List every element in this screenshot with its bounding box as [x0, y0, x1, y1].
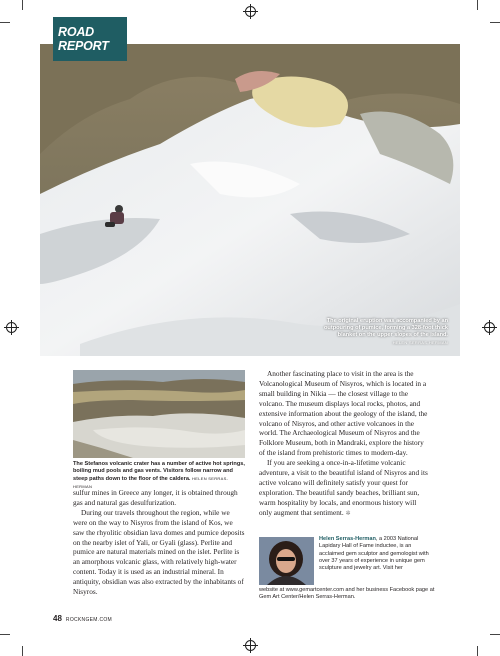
crop-mark [22, 0, 23, 10]
left-column [73, 488, 245, 597]
left-paragraph-1: sulfur mines in Greece any longer, it is obtained through gas and natural gas desulfurization. [73, 488, 238, 507]
section-banner [53, 17, 127, 61]
crop-mark [477, 0, 478, 10]
author-bio [319, 536, 437, 572]
inset-photo [73, 370, 245, 458]
hero-caption-text: The original eruption was accompanied by an outpouring of pumice, forming a 328-foot thick blanket on the upper slopes of the island. [324, 318, 448, 338]
hero-photo [40, 44, 460, 356]
magazine-website: ROCKNGEM.COM [65, 617, 113, 623]
right-paragraph-1: Another fascinating place to visit in the area is the Volcanological Museum of Nisyros, which is located in a small building in Nikia — the closest village to the volcano. The museum displays local rocks, photos, and extensive information about the geology of the island, the volcano of Nisyros, and other active volcanoes in the world. The Archaeological Museum of Nisyros and the Folklore Museum, both in Mandraki, explore the history of the island from prehistoric times to modern-day. [259, 369, 428, 458]
registration-mark-right [484, 322, 495, 333]
crop-mark [490, 634, 500, 635]
crop-mark [22, 646, 23, 656]
author-name: Helen Serras-Herman [319, 536, 376, 542]
pumice-slope-illustration [40, 44, 460, 356]
inset-caption-text: The Stefanos volcanic crater has a number of active hot springs, boiling mud pools and gas vents. Visitors follow narrow and steep paths down to the floor of the caldera. [73, 461, 245, 482]
page-footer [53, 614, 112, 623]
author-bio-text-continued: website at www.gemartcenter.com and her business Facebook page at Gem Art Center/Helen Serras-Herman. [259, 587, 435, 601]
author-photo [259, 537, 314, 585]
end-mark-icon: ✲ [345, 509, 351, 517]
author-bio-continued [259, 587, 437, 602]
author-portrait [259, 537, 314, 585]
registration-mark-top [245, 6, 256, 17]
author-bio-text: , a 2003 National Lapidary Hall of Fame inductee, is an acclaimed gem sculptor and gemologist with over 37 years of experience in unique gem sculpture and jewelry art. Visit her [319, 536, 429, 572]
crop-mark [0, 634, 10, 635]
page-number: 48 [53, 614, 62, 623]
hero-caption [320, 318, 448, 346]
right-column [259, 369, 431, 519]
inset-caption [73, 461, 245, 491]
section-title: ROAD REPORT [58, 25, 109, 53]
crop-mark [477, 646, 478, 656]
inset-photo-credit: HELEN SERRAS-HERMAN [73, 476, 229, 489]
registration-mark-bottom [245, 640, 256, 651]
crater-illustration [73, 370, 245, 458]
crop-mark [0, 22, 10, 23]
right-paragraph-2: If you are seeking a once-in-a-lifetime volcanic adventure, a visit to the beautiful island of Nisyros and its active volcano will definitely satisfy your quest for exploration. The beautiful sandy beaches, brilliant sun, warm hospitality by locals, and enormous history will only augment that sentiment. [259, 458, 428, 517]
hero-photo-credit: HELEN SERRAS-HERMAN [392, 340, 448, 345]
crop-mark [490, 22, 500, 23]
registration-mark-left [6, 322, 17, 333]
left-paragraph-2: During our travels throughout the region, while we were on the way to Nisyros from the island of Kos, we saw the rhyolitic obsidian lava domes and pumice deposits on the nearby islet of Yali, or Gyali (glass). Perlite and pumice are natural materials mined on the islet. Perlite is an amorphous volcanic glass, with relatively high-water content. Today it is used as an industrial mineral. In antiquity, obsidian was also extracted by the inhabitants of Nisyros. [73, 507, 245, 597]
